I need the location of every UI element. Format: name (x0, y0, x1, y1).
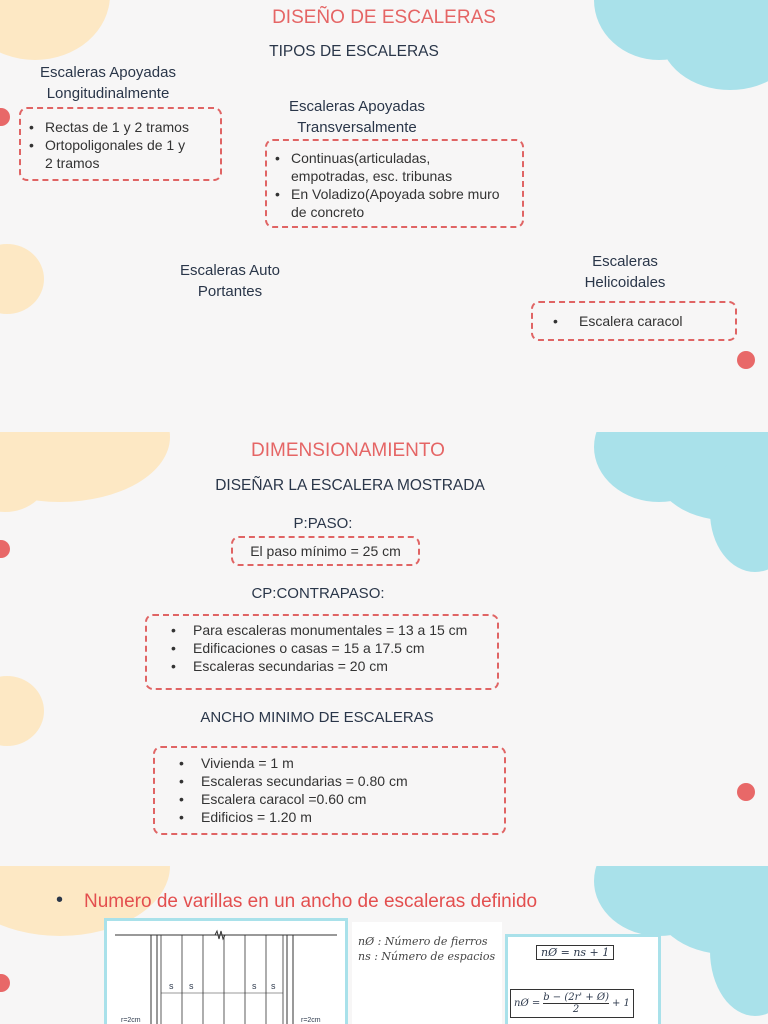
formula-lhs: nØ = (514, 998, 541, 1009)
red-dot-left (0, 108, 10, 126)
list-item-text: de concreto (291, 204, 365, 220)
formula-fraction (543, 992, 609, 1015)
legend-line: ns : Número de espacios (358, 950, 496, 963)
paso-text: El paso mínimo = 25 cm (250, 543, 401, 559)
cover-label-left: r=2cm (121, 1017, 141, 1024)
paso-box (231, 536, 420, 566)
type-heading-transversal (264, 96, 450, 138)
page-title: DISEÑO DE ESCALERAS (272, 7, 496, 28)
type-heading-longitudinal (18, 62, 198, 104)
list-item: • Escalera caracol =0.60 cm (179, 791, 367, 807)
list-item-text: Escalera caracol =0.60 cm (201, 791, 367, 807)
contrapaso-box (145, 614, 499, 690)
spacing-label-s: s (271, 981, 276, 991)
heading-line: Longitudinalmente (46, 85, 170, 102)
list-item: • Ortopoligonales de 1 y 2 tramos (29, 137, 186, 171)
list-item-text: Rectas de 1 y 2 tramos (45, 119, 189, 135)
formula-bars-count (536, 945, 614, 960)
section-subtitle: TIPOS DE ESCALERAS (269, 43, 439, 60)
section-subtitle-design: DISEÑAR LA ESCALERA MOSTRADA (215, 477, 485, 494)
list-item-text: Edificaciones o casas = 15 a 17.5 cm (193, 640, 425, 656)
stair-plan-figure (104, 918, 348, 1024)
list-item-text: Para escaleras monumentales = 13 a 15 cm (193, 622, 468, 638)
red-dot-right (737, 351, 755, 369)
legend-line: nØ : Número de fierros (358, 935, 488, 948)
red-dot-left (0, 540, 10, 558)
stair-plan-drawing (107, 921, 345, 1024)
formula-tail: + 1 (611, 998, 630, 1009)
list-item: • Rectas de 1 y 2 tramos (29, 119, 189, 135)
list-item-text: Escaleras secundarias = 20 cm (193, 658, 388, 674)
list-item: • Escaleras secundarias = 20 cm (171, 658, 388, 674)
list-item: • Continuas(articuladas, empotradas, esc. tribunas (275, 150, 453, 184)
formula-numerator: b − (2r' + Ø) (543, 992, 609, 1003)
ancho-heading: ANCHO MINIMO DE ESCALERAS (200, 709, 434, 726)
list-item: • Escaleras secundarias = 0.80 cm (179, 773, 408, 789)
list-item: • En Voladizo(Apoyada sobre muro de concreto (275, 186, 500, 220)
bars-section-title: Numero de varillas en un ancho de escaleras definido (84, 891, 538, 912)
list-item-text: Vivienda = 1 m (201, 755, 294, 771)
list-box-longitudinal (19, 107, 222, 181)
spacing-label-s: s (169, 981, 174, 991)
list-item: • Edificaciones o casas = 15 a 17.5 cm (171, 640, 425, 656)
section-title-dimensioning: DIMENSIONAMIENTO (251, 440, 445, 461)
formula-panel (505, 934, 661, 1024)
list-item-text: Continuas(articuladas, (291, 150, 431, 166)
formula-bars-from-width (510, 989, 634, 1018)
list-box-transversal (265, 139, 524, 228)
list-item: • Edificios = 1.20 m (179, 809, 312, 825)
heading-line: Escaleras Auto (179, 262, 281, 279)
list-item-text: empotradas, esc. tribunas (291, 168, 453, 184)
list-item-text: Edificios = 1.20 m (201, 809, 312, 825)
list-item-text: 2 tramos (45, 155, 100, 171)
heading-line: Escaleras Apoyadas (40, 64, 176, 81)
bullet-dot: • (56, 889, 64, 911)
heading-line: Escaleras Apoyadas (289, 98, 425, 115)
formula-text: nØ = ns + 1 (541, 946, 610, 959)
spacing-label-s: s (189, 981, 194, 991)
formula-denominator: 2 (572, 1004, 580, 1015)
red-dot-right (737, 783, 755, 801)
formula-legend (352, 922, 502, 1024)
spacing-label-s: s (252, 981, 257, 991)
heading-line: Transversalmente (297, 119, 417, 136)
list-item: • Vivienda = 1 m (179, 755, 294, 771)
type-heading-autoportantes (150, 260, 310, 302)
contrapaso-heading: CP:CONTRAPASO: (251, 585, 385, 602)
heading-line: Helicoidales (584, 274, 666, 291)
list-item-text: Escaleras secundarias = 0.80 cm (201, 773, 408, 789)
list-item-text: En Voladizo(Apoyada sobre muro (291, 186, 500, 202)
ancho-box (153, 746, 506, 835)
list-item-text: Escalera caracol (579, 313, 683, 329)
cream-cloud-mid-left (0, 244, 44, 314)
list-item: • Para escaleras monumentales = 13 a 15 cm (171, 622, 468, 638)
cover-label-right: r=2cm (301, 1017, 321, 1024)
paso-heading: P:PASO: (293, 515, 353, 532)
heading-line: Escaleras (592, 253, 658, 270)
heading-line: Portantes (197, 283, 263, 300)
type-heading-helicoidales (555, 251, 695, 293)
list-box-helicoidales (531, 301, 737, 341)
red-dot-left (0, 974, 10, 992)
list-item-text: Ortopoligonales de 1 y (45, 137, 186, 153)
list-item: • Escalera caracol (553, 313, 683, 329)
